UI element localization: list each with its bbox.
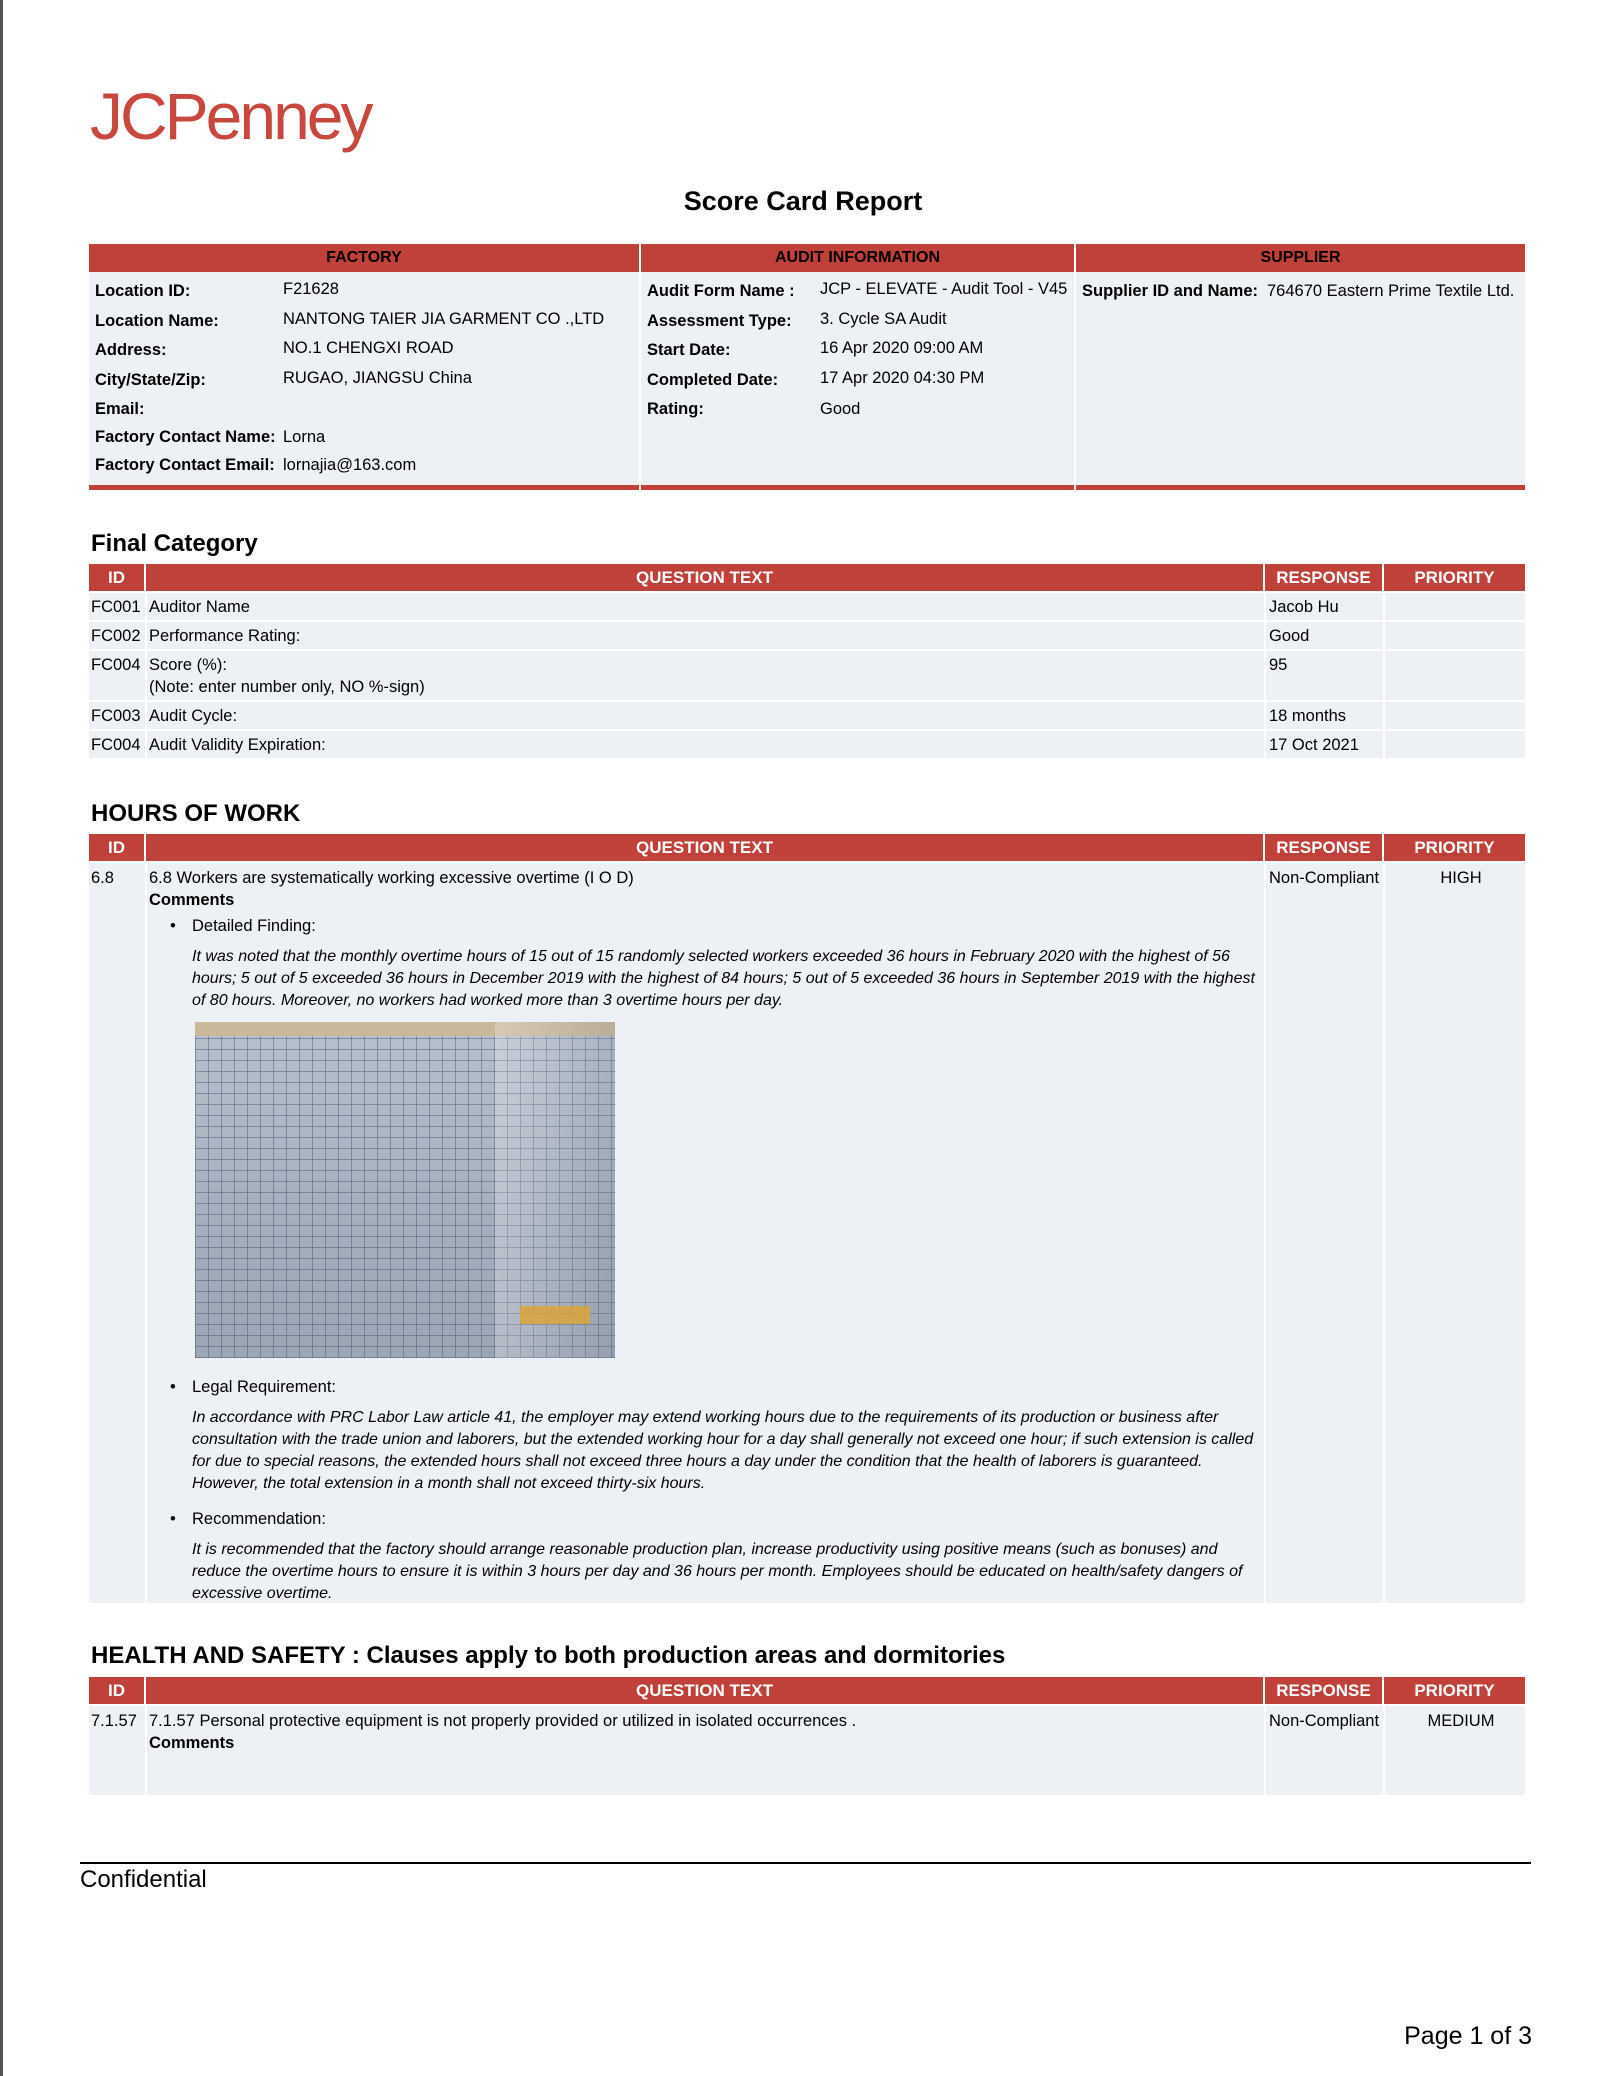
comments-label: Comments (149, 1734, 235, 1752)
field-label: Start Date: (647, 341, 731, 359)
text-line: excessive overtime. (192, 1585, 333, 1602)
row-question: Performance Rating: (149, 627, 301, 645)
field-value: 3. Cycle SA Audit (820, 310, 947, 328)
column-id: ID (89, 1677, 144, 1704)
text-line: It is recommended that the factory should arrange reasonable production plan, increase productivity using positive means (such as bonuses) and (192, 1541, 1218, 1558)
column-question: QUESTION TEXT (146, 564, 1263, 591)
column-divider (1264, 1706, 1266, 1795)
row-question: Audit Validity Expiration: (149, 736, 326, 754)
page-left-border (0, 0, 3, 2076)
column-divider (145, 622, 147, 649)
field-value: Good (820, 400, 861, 418)
row-response: 18 months (1269, 707, 1347, 725)
field-label: Location ID: (95, 282, 191, 300)
audit-info-panel (641, 244, 1074, 490)
row-response: 17 Oct 2021 (1269, 736, 1359, 754)
final-category-table (89, 564, 1525, 760)
text-line: reduce the overtime hours to ensure it is within 3 hours per day and 36 hours per month. Employees should be educated on health/safety dangers of (192, 1563, 1243, 1580)
row-priority: HIGH (1440, 869, 1482, 887)
field-value: 17 Apr 2020 04:30 PM (820, 369, 985, 387)
column-divider (145, 731, 147, 758)
table-header (89, 834, 1525, 861)
footer-divider (80, 1862, 1531, 1864)
row-id: FC004 (91, 736, 141, 754)
field-value: 764670 Eastern Prime Textile Ltd. (1267, 282, 1515, 300)
overtime-records-photo (195, 1022, 615, 1358)
column-divider (1264, 593, 1266, 620)
column-priority: PRIORITY (1384, 834, 1525, 861)
column-priority: PRIORITY (1384, 564, 1525, 591)
text-line: In accordance with PRC Labor Law article 41, the employer may extend working hours due to the requirements of its production or business after (192, 1409, 1219, 1426)
text-line: hours; 5 out of 5 exceeded 36 hours in December 2019 with the highest of 84 hours; 5 out of 5 exceeded 36 hours in September 2019 with the highest (192, 970, 1255, 987)
column-response: RESPONSE (1265, 834, 1382, 861)
row-response: Jacob Hu (1269, 598, 1339, 616)
column-divider (1383, 622, 1385, 649)
table-row (89, 702, 1525, 729)
row-question: Score (%): (149, 656, 227, 674)
detailed-finding (192, 917, 1302, 1012)
row-question: 7.1.57 Personal protective equipment is not properly provided or utilized in isolated occurrences . (149, 1712, 857, 1730)
column-divider (1383, 1706, 1385, 1795)
column-id: ID (89, 834, 144, 861)
row-id: FC001 (91, 598, 141, 616)
column-id: ID (89, 564, 144, 591)
hours-of-work-title: HOURS OF WORK (91, 800, 301, 827)
field-label: Audit Form Name : (647, 282, 795, 300)
table-row (89, 1706, 1525, 1795)
column-divider (1264, 651, 1266, 700)
final-category-title: Final Category (91, 530, 258, 557)
column-divider (1264, 702, 1266, 729)
detailed-finding-text (192, 946, 1302, 1012)
field-label: Address: (95, 341, 167, 359)
table-row (89, 593, 1525, 620)
row-priority: MEDIUM (1427, 1712, 1495, 1730)
field-label: Completed Date: (647, 371, 779, 389)
row-id: FC003 (91, 707, 141, 725)
page-title: Score Card Report (683, 186, 923, 216)
table-row (89, 622, 1525, 649)
row-response: Good (1269, 627, 1310, 645)
text-line: for due to special reasons, the extended hours shall not exceed three hours a day under the condition that the health of laborers is guaranteed. (192, 1453, 1203, 1470)
column-question: QUESTION TEXT (146, 1677, 1263, 1704)
table-row (89, 731, 1525, 758)
legal-requirement (192, 1378, 1302, 1495)
hours-of-work-table (89, 834, 1525, 1604)
table-row (89, 863, 1525, 1603)
field-value: NO.1 CHENGXI ROAD (283, 339, 454, 357)
legal-requirement-label: • Legal Requirement: (192, 1378, 1302, 1397)
field-label: City/State/Zip: (95, 371, 206, 389)
row-question: 6.8 Workers are systematically working excessive overtime (I O D) (149, 869, 634, 887)
column-divider (145, 593, 147, 620)
column-question: QUESTION TEXT (146, 834, 1263, 861)
field-label: Factory Contact Name: (95, 428, 276, 446)
text-line: It was noted that the monthly overtime hours of 15 out of 15 randomly selected workers exceeded 36 hours in February 2020 with the highest of 56 (192, 948, 1230, 965)
field-value: Lorna (283, 428, 326, 446)
row-id: FC004 (91, 656, 141, 674)
column-divider (145, 1706, 147, 1795)
column-divider (1264, 731, 1266, 758)
column-divider (1264, 622, 1266, 649)
row-question: Auditor Name (149, 598, 250, 616)
timestamp-stamp (520, 1306, 590, 1324)
field-label: Factory Contact Email: (95, 456, 275, 474)
column-divider (1383, 593, 1385, 620)
column-divider (145, 702, 147, 729)
recommendation-label: • Recommendation: (192, 1510, 1302, 1529)
field-label: Rating: (647, 400, 704, 418)
detailed-finding-label: • Detailed Finding: (192, 917, 1302, 936)
jcpenney-logo: JCPenney (90, 79, 371, 153)
confidential-label: Confidential (80, 1866, 207, 1893)
column-response: RESPONSE (1265, 1677, 1382, 1704)
text-line: However, the total extension in a month shall not exceed thirty-six hours. (192, 1475, 706, 1492)
row-response: Non-Compliant (1269, 1712, 1380, 1730)
health-safety-table (89, 1677, 1525, 1795)
field-value: JCP - ELEVATE - Audit Tool - V45 (820, 280, 1068, 298)
supplier-heading: SUPPLIER (1076, 244, 1525, 272)
header-info-table (89, 244, 1525, 490)
field-label: Assessment Type: (647, 312, 792, 330)
table-row (89, 651, 1525, 700)
row-response: 95 (1269, 656, 1288, 674)
field-label: Location Name: (95, 312, 219, 330)
row-note: (Note: enter number only, NO %-sign) (149, 678, 425, 696)
column-priority: PRIORITY (1384, 1677, 1525, 1704)
legal-requirement-text (192, 1407, 1302, 1495)
row-id: FC002 (91, 627, 141, 645)
supplier-panel (1076, 244, 1525, 490)
table-header (89, 564, 1525, 591)
field-label: Email: (95, 400, 145, 418)
column-divider (1383, 863, 1385, 1603)
column-divider (1383, 651, 1385, 700)
recommendation-text (192, 1539, 1302, 1605)
factory-panel (89, 244, 639, 490)
table-header (89, 1677, 1525, 1704)
recommendation (192, 1510, 1302, 1605)
health-safety-title: HEALTH AND SAFETY : Clauses apply to both production areas and dormitories (91, 1642, 1006, 1669)
row-id: 7.1.57 (91, 1712, 137, 1730)
field-value: lornajia@163.com (283, 456, 417, 474)
field-value: F21628 (283, 280, 339, 298)
page-number: Page 1 of 3 (1404, 2022, 1532, 2050)
column-divider (1383, 731, 1385, 758)
row-id: 6.8 (91, 869, 114, 887)
row-question: Audit Cycle: (149, 707, 238, 725)
audit-info-heading: AUDIT INFORMATION (641, 244, 1074, 272)
field-label: Supplier ID and Name: (1082, 282, 1259, 300)
column-divider (1383, 702, 1385, 729)
factory-heading: FACTORY (89, 244, 639, 272)
text-line: of 80 hours. Moreover, no workers had worked more than 3 overtime hours per day. (192, 992, 784, 1009)
field-value: NANTONG TAIER JIA GARMENT CO .,LTD (283, 310, 605, 328)
text-line: consultation with the trade union and laborers, but the extended working hour for a day shall generally not exceed one hour; if such extension is called (192, 1431, 1254, 1448)
field-value: RUGAO, JIANGSU China (283, 369, 472, 387)
row-response: Non-Compliant (1269, 869, 1380, 887)
field-value: 16 Apr 2020 09:00 AM (820, 339, 984, 357)
column-divider (145, 863, 147, 1603)
column-divider (145, 651, 147, 700)
column-response: RESPONSE (1265, 564, 1382, 591)
comments-label: Comments (149, 891, 235, 909)
